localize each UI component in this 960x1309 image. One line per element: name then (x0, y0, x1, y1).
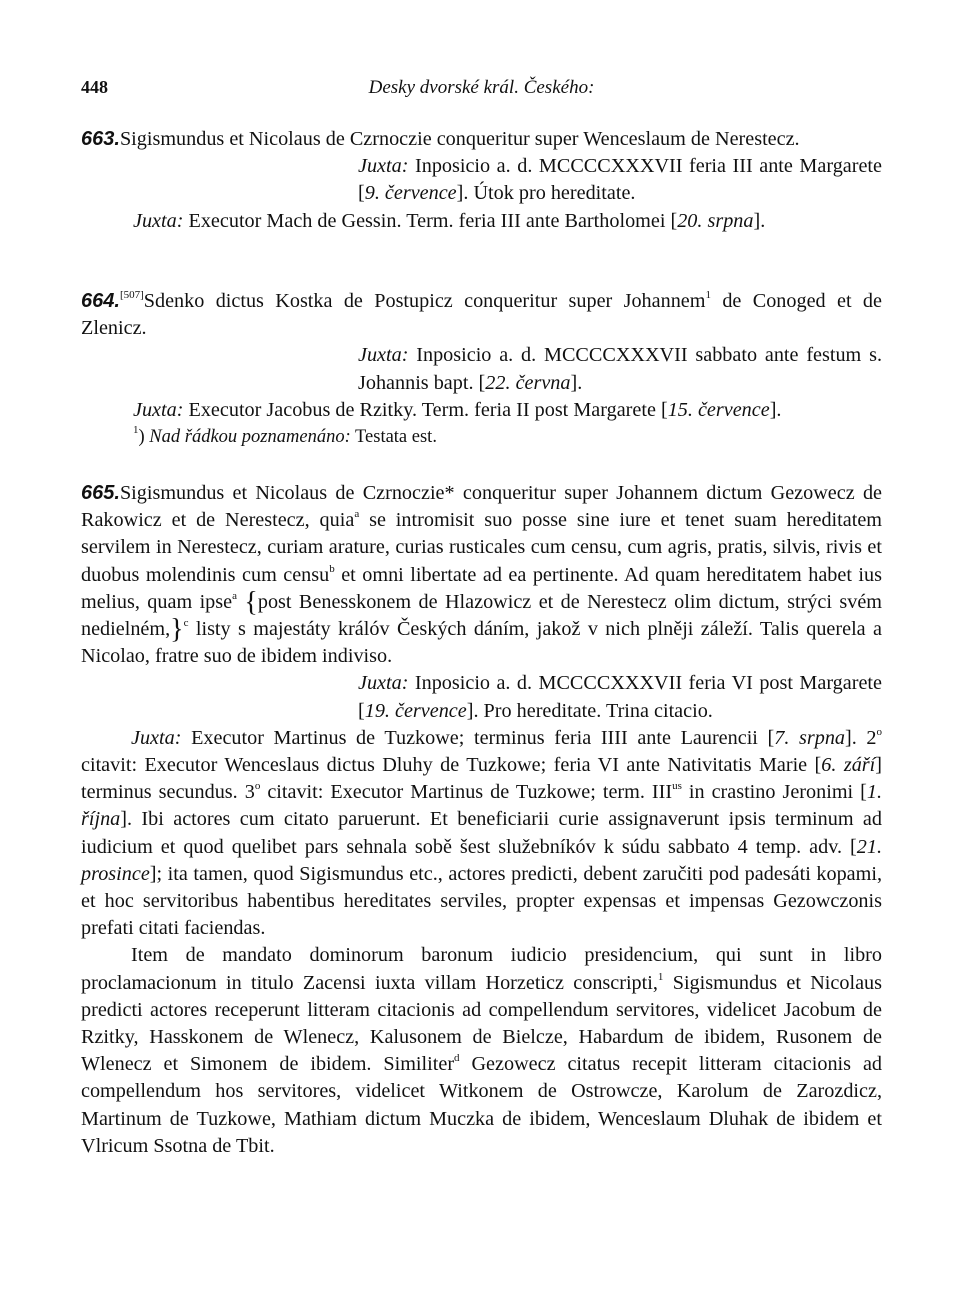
entry-number: 664. (81, 290, 120, 312)
footnote: $^1$) Nad řádkou poznamenáno: Testata est. (133, 424, 437, 448)
footnote-ref: 1 (705, 289, 711, 301)
entry-665-juxta-executor: Juxta: Executor Martinus de Tuzkowe; terminus feria IIII ante Laurencii [7. srpna]. 2$^o$ citavit: Executor Wenceslaus dictus Dluhy de Tuzkowe; feria VI ante Nativitatis Marie [6. září] terminus secundus. 3$^o$ citavit: Executor Martinus de Tuzkowe; term. $III^{us}$ in crastino Jeronimi [1. října]. Ibi actores cum citato paruerunt. Et beneficiarii curie assignaverunt ipsis terminum ad iudicium et quod quelibet pars sehnala sobě šest služebníkóv k súdu sabbato 4 temp. adv. [21. prosince]; ita tamen, quod Sigismundus etc., actores predicti, debent zaručiti pod padesáti kopami, et hoc servitoribus habentibus hereditates serviles, propter expensas et impensas Gezowczonis prefati citati faciendas. (81, 725, 883, 940)
entry-number: 663. (81, 128, 120, 150)
entry-663 (81, 126, 882, 235)
entry-663-juxta-inposicio: Juxta: Inposicio a. d. MCCCCXXXVII feria III ante Margarete [9. července]. Útok pro hereditate. (358, 155, 882, 205)
entry-664 (81, 288, 882, 451)
entry-number: 665. (81, 482, 120, 504)
entry-664-juxta-executor: Juxta: Executor Jacobus de Rzitky. Term. feria II post Margarete [15. července]. (133, 398, 782, 421)
entry-665-juxta-inposicio: Juxta: Inposicio a. d. MCCCCXXXVII feria VI post Margarete [19. července]. Pro hereditate. Trina citacio. (358, 672, 882, 722)
entry-663-juxta-executor: Juxta: Executor Mach de Gessin. Term. feria III ante Bartholomei [20. srpna]. (133, 209, 766, 232)
running-title: Desky dvorské král. Českého: (368, 77, 595, 98)
entry-664-text: 664.[507]Sdenko dictus Kostka de Postupicz conqueritur super Johannem$^1$ de Conoged et de Zlenicz. (81, 289, 882, 340)
page-number: 448 (81, 77, 108, 97)
entry-664-juxta-inposicio: Juxta: Inposicio a. d. MCCCCXXXVII sabbato ante festum s. Johannis bapt. [22. června]. (358, 344, 882, 394)
page-header (81, 77, 882, 103)
entry-665 (81, 480, 882, 1160)
entry-665-paragraph-2: Item de mandato dominorum baronum iudicio presidencium, qui sunt in libro proclamacionum in titulo Zacensi iuxta villam Horzeticz conscripti,$^1$ Sigismundus et Nicolaus predicti actores receperunt litteram citacionis ad compellendum servitores, videlicet Jacobum de Rzitky, Hasskonem de Wlenecz, Kalusonem de Bielcze, Habardum de ibidem, Rusonem de Wlenecz et Simonem de ibidem. Similiter$^d$ Gezowecz citatus recepit litteram citacionis ad compellendum hos servitores, videlicet Witkonem de Ostrowcze, Karolum de Zarozdicz, Martinum de Tuzkowe, Mathiam dictum Muczka de ibidem, Wenceslaum Dluhak de ibidem et Vlricum Ssotna de Tbit. (81, 944, 882, 1157)
page-marker: [507] (119, 289, 144, 301)
entry-665-text: 665.Sigismundus et Nicolaus de Czrnoczie* conqueritur super Johannem dictum Gezowecz de Rakowicz et de Nerestecz, quia$^a$ se intromisit suo posse sine iure et tenet suam hereditatem servilem in Nerestecz, curiam arature, curias rusticales cum censu, cum agris, pratis, silvis, rivis et duobus molendinis cum censu$^b$ et omni libertate ad ea pertinente. Ad quam hereditatem habet ius melius, quam ipse$^a$ {post Benesskonem de Hlazowicz et de Nerestecz olim dictum, strýci svém nedielném,}$^c$ listy s majestáty králóv Českých dáním, jakož v nich plněji záleží. Talis querela a Nicolao, fratre suo de ibidem indiviso. (81, 482, 882, 668)
entry-663-text: 663.Sigismundus et Nicolaus de Czrnoczie conqueritur super Wenceslaum de Nerestecz. (81, 128, 800, 150)
